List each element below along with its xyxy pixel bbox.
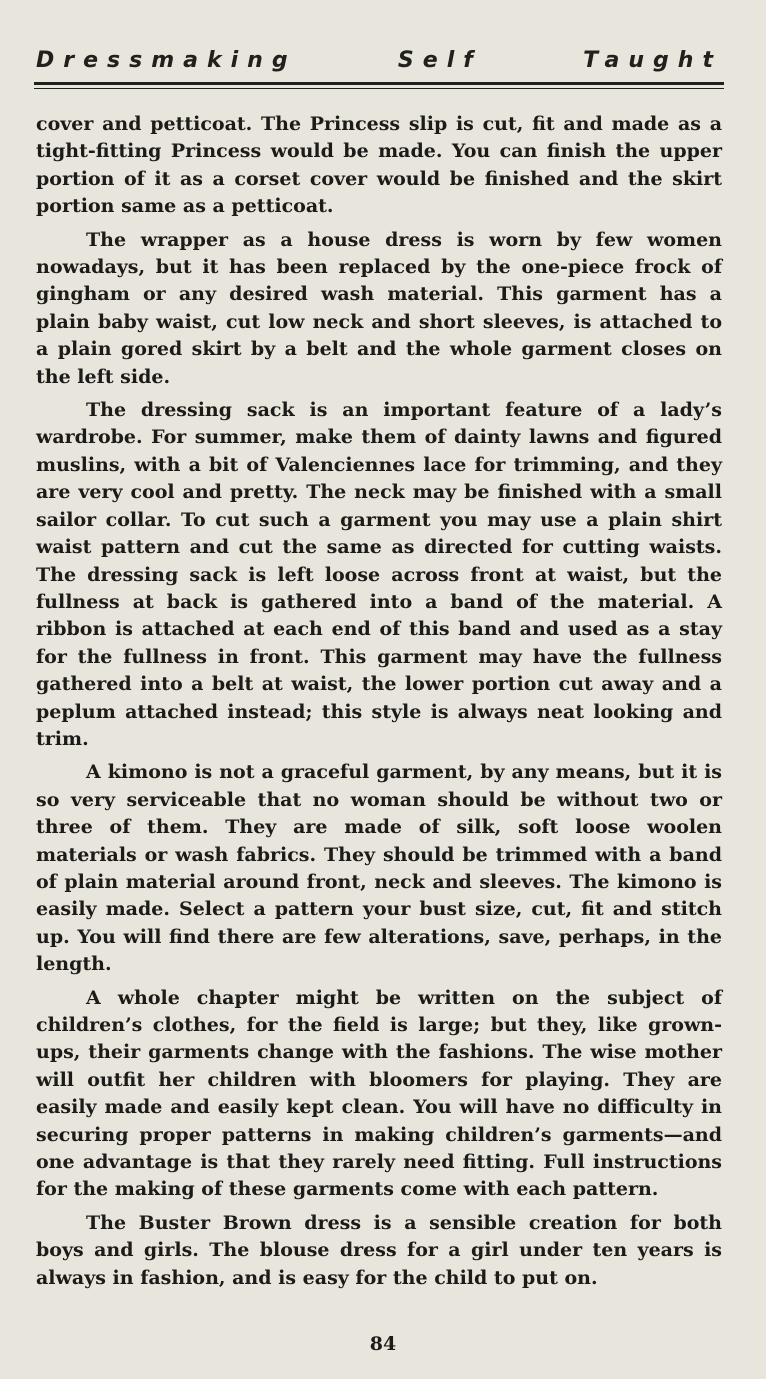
paragraph-dressing-sack: The dressing sack is an important feature of a lady’s wardrobe. For summer, make them of dainty lawns and figured muslins, with a bit of Valenciennes lace for trimming, and they are very cool and pretty. The neck may be finished with a small sailor collar. To cut such a garment you may use a plain shirt waist pattern and cut the same as directed for cutting waists. The dressing sack is left loose across front at waist, but the fullness at back is gathered into a band of the material. A ribbon is attached at each end of this band and used as a stay for the fullness in front. This garment may have the fullness gathered into a belt at waist, the lower portion cut away and a peplum attached instead; this style is always neat looking and trim. bbox=[36, 399, 722, 750]
header-rule-thin bbox=[34, 88, 724, 89]
paragraph-childrens-clothes: A whole chapter might be written on the subject of children’s clothes, for the field is large; but they, like grown-ups, their garments change with the fashions. The wise mother will outfit her children with bloomers for playing. They are easily made and easily kept clean. You will have no difficulty in securing proper patterns in making children’s garments—and one advantage is that they rarely need fitting. Full instructions for the making of these garments come with each pattern. bbox=[36, 986, 722, 1201]
running-head-left: Dressmaking bbox=[36, 48, 297, 73]
running-head-right: Taught bbox=[583, 48, 722, 73]
paragraph-continued: cover and petticoat. The Princess slip is cut, fit and made as a tight-fitting Princess would be made. You can finish the upper portion of it as a corset cover would be finished and the skirt portion same as a petticoat. bbox=[36, 113, 722, 218]
header-rule-thick bbox=[34, 82, 724, 85]
paragraph-wrapper: The wrapper as a house dress is worn by few women nowadays, but it has been replaced by the one-piece frock of gingham or any desired wash material. This garment has a plain baby waist, cut low neck and short sleeves, is attached to a plain gored skirt by a belt and the whole garment closes on the left side. bbox=[36, 228, 722, 388]
paragraph-buster-brown: The Buster Brown dress is a sensible creation for both boys and girls. The blouse dress for a girl under ten years is always in fashion, and is easy for the child to put on. bbox=[36, 1211, 722, 1289]
running-head bbox=[36, 48, 722, 73]
paragraph-kimono: A kimono is not a graceful garment, by any means, but it is so very serviceable that no woman should be without two or three of them. They are made of silk, soft loose woolen materials or wash fabrics. They should be trimmed with a band of plain material around front, neck and sleeves. The kimono is easily made. Select a pattern your bust size, cut, fit and stitch up. You will find there are few alterations, save, perhaps, in the length. bbox=[36, 761, 722, 976]
running-head-center: Self bbox=[397, 48, 482, 73]
body-text bbox=[36, 111, 722, 1298]
page-number: 84 bbox=[369, 1333, 397, 1355]
